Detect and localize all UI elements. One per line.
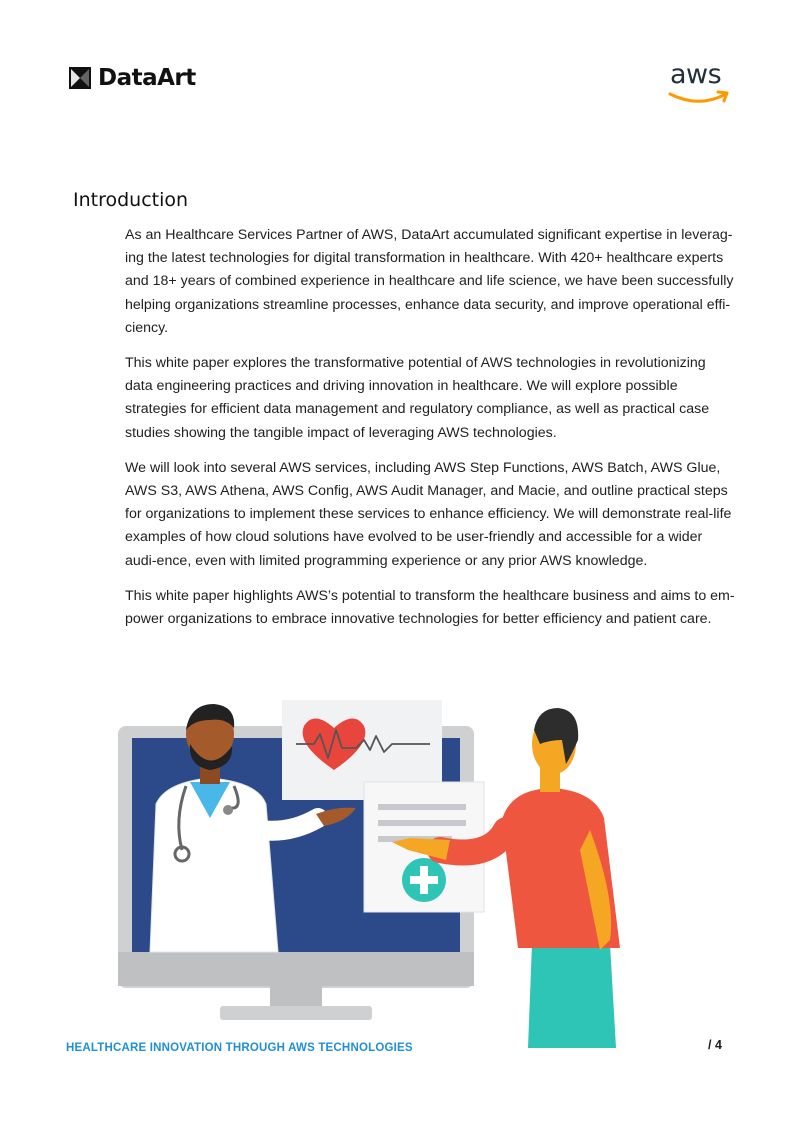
body-text — [125, 224, 737, 643]
dataart-logo — [68, 64, 196, 92]
paragraph-4: This white paper highlights AWS’s potential to transform the healthcare business and aims to em-power organizations to embrace innovative technologies for better efficiency and patient care. — [125, 587, 735, 628]
paragraph-1: As an Healthcare Services Partner of AWS, DataArt accumulated significant expertise in leverag-ing the latest technologies for digital transformation in healthcare. With 420+ healthcare experts and 18+ years of combined experience in healthcare and life science, we have been successfully helping organizations streamline processes, enhance data security, and improve operational effi-ciency. — [125, 227, 734, 336]
aws-logo-text: aws — [670, 59, 722, 90]
aws-smile-icon — [666, 88, 732, 106]
telehealth-illustration — [110, 700, 700, 1052]
aws-logo — [666, 60, 732, 106]
page-number: / 4 — [708, 1038, 722, 1052]
section-title: Introduction — [73, 189, 189, 211]
dataart-mark-icon — [68, 66, 92, 90]
footer-document-title: HEALTHCARE INNOVATION THROUGH AWS TECHNOLOGIES — [66, 1042, 413, 1054]
paragraph-2: This white paper explores the transformative potential of AWS technologies in revolutionizing data engineering practices and driving innovation in healthcare. We will explore possible strategies for efficient data management and regulatory compliance, as well as practical case studies showing the tangible impact of leveraging AWS technologies. — [125, 355, 710, 441]
brand-name: DataArt — [98, 65, 196, 91]
paragraph-3: We will look into several AWS services, including AWS Step Functions, AWS Batch, AWS Glue, AWS S3, AWS Athena, AWS Config, AWS Audit Manager, and Macie, and outline practical steps for organizations to implement these services to enhance efficiency. We will demonstrate real-life examples of how cloud solutions have evolved to be user-friendly and accessible for a wider audi-ence, even with limited programming experience or any prior AWS knowledge. — [125, 459, 732, 569]
